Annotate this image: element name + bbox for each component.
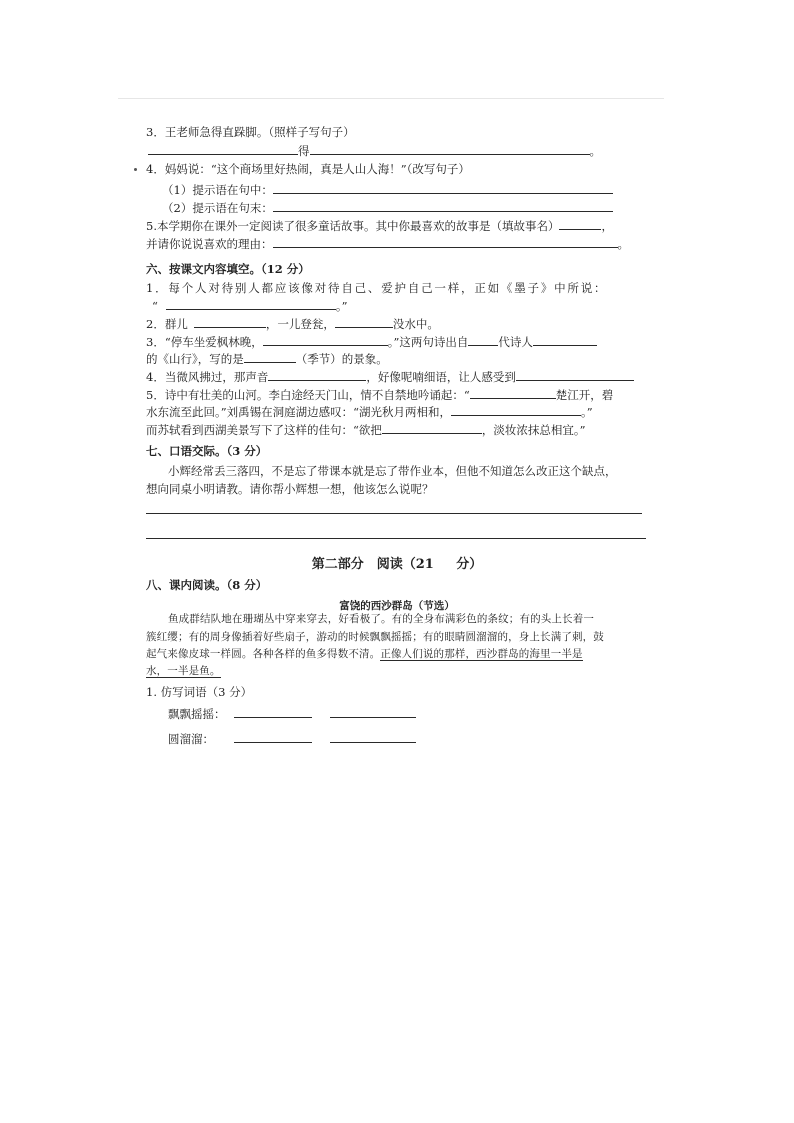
section-8-heading: 八、课内阅读。（8 分）	[146, 578, 268, 592]
item-2	[146, 316, 439, 331]
answer-blank[interactable]	[330, 731, 416, 743]
passage-line-2: 簇红缨；有的周身像插着好些扇子，游动的时候飘飘摇摇；有的眼睛圆溜溜的，身上长满了刺，鼓	[146, 631, 604, 643]
close-quote: 。”	[335, 299, 348, 313]
underlined-sentence-end: 水，一半是鱼。	[146, 665, 221, 677]
answer-blank[interactable]	[148, 143, 298, 155]
writing-line-1[interactable]	[146, 513, 642, 514]
question-4-part-1-label: （1）提示语在句中：	[162, 183, 273, 197]
item-4	[146, 369, 634, 384]
top-divider	[118, 98, 664, 99]
item-3-text-b: 。”这两句诗出自	[387, 335, 469, 349]
part-2-title: 第二部分 阅读（21 分）	[311, 557, 483, 572]
item-5-text-e: 而苏轼看到西湖美景写下了这样的佳句：“欲把	[146, 423, 382, 437]
item-5-text-f: ，淡妆浓抹总相宜。”	[481, 423, 586, 437]
question-5-line-1	[146, 218, 613, 233]
answer-blank[interactable]	[234, 731, 312, 743]
item-5-line-3	[146, 422, 586, 437]
item-3-line-2	[146, 351, 388, 366]
word-example-2: 圆溜溜：	[168, 732, 214, 746]
question-5-line-2	[146, 236, 629, 251]
section-6-heading: 六、按课文内容填空。（12 分）	[146, 262, 310, 276]
question-1-heading: 1. 仿写词语（3 分）	[146, 685, 253, 699]
item-3-line-1	[146, 334, 597, 349]
answer-blank[interactable]	[273, 236, 618, 248]
question-4-part-1	[162, 182, 613, 197]
answer-blank[interactable]	[330, 706, 416, 718]
answer-blank[interactable]	[234, 706, 312, 718]
answer-blank[interactable]	[559, 218, 601, 230]
word-example-1: 飘飘摇摇：	[168, 707, 226, 721]
item-5-text-a: 5．诗中有壮美的山河。李白途经天门山，情不自禁地吟诵起：“	[146, 388, 470, 402]
question-4-part-2	[162, 200, 613, 215]
answer-blank[interactable]	[273, 182, 613, 194]
section-7-prompt-line-2: 想向同桌小明请教。请你帮小辉想一想，他该怎么说呢？	[146, 482, 434, 496]
item-5-text-d: 。”	[581, 405, 593, 419]
item-3-text-a: 3．“停车坐爱枫林晚，	[146, 335, 263, 349]
item-4-text-a: 4．当微风拂过，那声音	[146, 370, 269, 384]
question-5-text: 5.本学期你在课外一定阅读了很多童话故事。其中你最喜欢的故事是（填故事名）	[146, 219, 560, 233]
answer-blank[interactable]	[451, 404, 581, 416]
question-3-prompt: 3．王老师急得直跺脚。（照样子写句子）	[146, 125, 355, 139]
writing-line-2[interactable]	[146, 538, 646, 539]
imitate-word-1	[168, 706, 416, 721]
item-3-text-c: 代诗人	[498, 335, 533, 349]
answer-blank[interactable]	[516, 369, 634, 381]
question-3-end-mark: 。	[589, 144, 601, 158]
question-5-reason-label: 并请你说说喜欢的理由：	[146, 237, 273, 251]
item-2-text-c: 没水中。	[392, 317, 439, 331]
passage-line-3-plain: 起气来像皮球一样圆。各种各样的鱼多得数不清。	[146, 648, 381, 660]
passage-title: 富饶的西沙群岛（节选）	[339, 600, 455, 612]
item-2-text-a: 2．群儿	[146, 317, 188, 331]
answer-blank[interactable]	[166, 298, 336, 310]
answer-blank[interactable]	[470, 387, 556, 399]
question-5-comma: ，	[601, 219, 613, 233]
answer-blank[interactable]	[194, 316, 266, 328]
answer-blank[interactable]	[273, 200, 613, 212]
answer-blank[interactable]	[533, 334, 597, 346]
answer-blank[interactable]	[382, 422, 482, 434]
item-3-text-e: （季节）的景象。	[295, 352, 388, 366]
answer-blank[interactable]	[310, 143, 590, 155]
question-5-end-mark: 。	[617, 237, 629, 251]
underlined-sentence: 正像人们说的那样，西沙群岛的海里一半是	[380, 648, 583, 660]
item-5-line-2	[146, 404, 593, 419]
answer-blank[interactable]	[468, 334, 498, 346]
item-1-line-2	[152, 298, 348, 313]
question-3-connector: 得	[298, 144, 310, 158]
passage-line-4	[146, 663, 654, 681]
answer-blank[interactable]	[263, 334, 388, 346]
section-7-heading: 七、口语交际。（3 分）	[146, 444, 268, 458]
item-2-text-b: ，一儿登瓮，	[265, 317, 335, 331]
answer-blank[interactable]	[335, 316, 393, 328]
item-3-text-d: 的《山行》，写的是	[146, 352, 244, 366]
imitate-word-2	[168, 731, 416, 746]
answer-blank[interactable]	[244, 351, 296, 363]
item-5-text-c: 水东流至此回。”刘禹锡在洞庭湖边感叹：“湖光秋月两相和，	[146, 405, 452, 419]
section-7-prompt-line-1: 小辉经常丢三落四，不是忘了带课本就是忘了带作业本，但他不知道怎么改正这个缺点，	[168, 464, 617, 478]
answer-blank[interactable]	[268, 369, 366, 381]
open-quote: “	[152, 299, 158, 313]
item-5-text-b: 楚江开，碧	[555, 388, 614, 402]
question-4-prompt: 4．妈妈说：“这个商场里好热闹，真是人山人海！”（改写句子）	[146, 162, 470, 176]
question-4-part-2-label: （2）提示语在句末：	[162, 201, 273, 215]
item-1-line-1: 1．每个人对待别人都应该像对待自己、爱护自己一样，正如《墨子》中所说：	[146, 281, 608, 295]
item-4-text-b: ，好像呢喃细语，让人感受到	[366, 370, 516, 384]
passage-line-3	[146, 646, 654, 664]
item-5-line-1	[146, 387, 613, 402]
question-3-answer-line	[148, 143, 601, 158]
passage-line-1: 鱼成群结队地在珊瑚丛中穿来穿去，好看极了。有的全身布满彩色的条纹；有的头上长着一	[168, 613, 594, 625]
margin-dot	[134, 168, 137, 171]
